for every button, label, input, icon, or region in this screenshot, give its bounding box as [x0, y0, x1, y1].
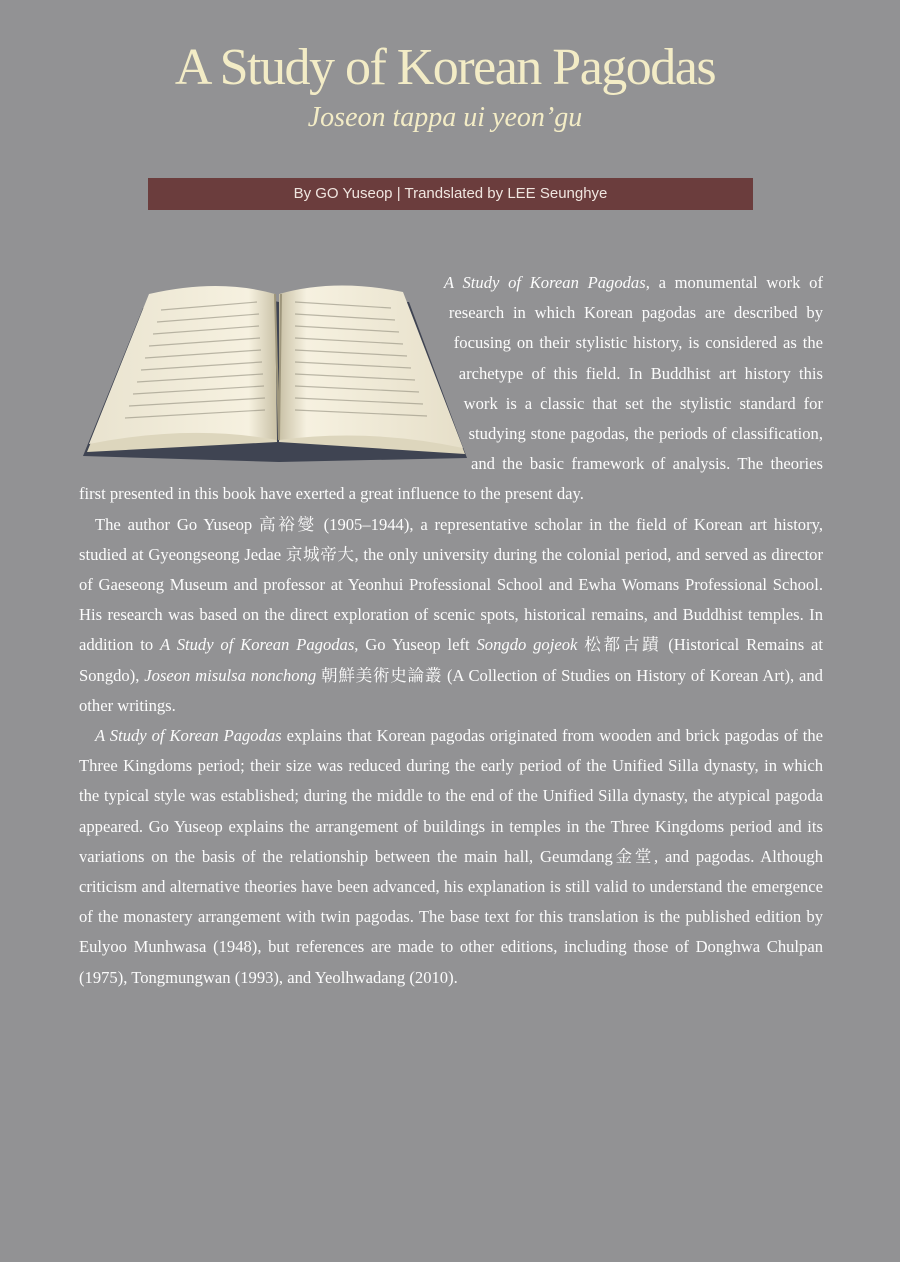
- open-book-icon: [79, 272, 471, 468]
- paragraph-2-text-c: 松都古蹟 (Historical Remains at Songdo),: [79, 635, 824, 685]
- open-book-image: [79, 272, 471, 468]
- article-body: [79, 268, 823, 993]
- paragraph-2: [79, 510, 823, 721]
- paragraph-1-text: , a monumental work of research in which Korean pagodas are described by focusing on their stylistic history, is considered as the archetype of this field. In Buddhist art history this work is a classic that set the stylistic standard for studying stone pagodas, the periods of classification, and the basic framework of analysis. The theories first presented in this book have exerted a great influence to the present day.: [79, 273, 823, 504]
- paragraph-2-text-a: The author Go Yuseop 高裕燮 (1905–1944), a representative scholar in the field of Korean art history, studied at Gyeongseong Jedae 京城帝大, the only university during the colonial period, and served as director of Gaeseong Museum and professor at Yeonhui Professional School and Ewha Womans Professional School. His research was based on the direct exploration of scenic spots, historical remains, and Buddhist temples. In addition to: [79, 514, 823, 655]
- author-byline: By GO Yuseop | Trandslated by LEE Seunghye: [148, 178, 753, 210]
- paragraph-2-text-d: 朝鮮美術史論叢 (A Collection of Studies on History of Korean Art), and other writings.: [79, 665, 823, 715]
- songdo-title-italic: Songdo gojeok: [476, 635, 578, 655]
- misulsa-title-italic: Joseon misulsa nonchong: [144, 665, 317, 685]
- paragraph-3-text: explains that Korean pagodas originated from wooden and brick pagodas of the Three Kingdoms period; their size was reduced during the early period of the Unified Silla dynasty, in which the typical style was established; during the middle to the end of the Unified Silla dynasty, the atypical pagoda appeared. Go Yuseop explains the arrangement of buildings in temples in the Three Kingdoms period and its variations on the basis of the relationship between the main hall, Geumdang金堂, and pagodas. Although criticism and alternative theories have been advanced, his explanation is still valid to understand the emergence of the monastery arrangement with twin pagodas. The base text for this translation is the published edition by Eulyoo Munhwasa (1948), but references are made to other editions, including those of Donghwa Chulpan (1975), Tongmungwan (1993), and Yeolhwadang (2010).: [79, 726, 824, 987]
- book-title-italic: A Study of Korean Pagodas: [95, 726, 282, 746]
- paragraph-3: [79, 721, 823, 993]
- page-title: A Study of Korean Pagodas: [174, 39, 716, 96]
- book-title-italic: A Study of Korean Pagodas: [160, 635, 355, 655]
- paragraph-2-text-b: , Go Yuseop left: [354, 635, 477, 655]
- page-subtitle: Joseon tappa ui yeon’gu: [307, 102, 583, 133]
- book-title-italic: A Study of Korean Pagodas: [443, 273, 646, 292]
